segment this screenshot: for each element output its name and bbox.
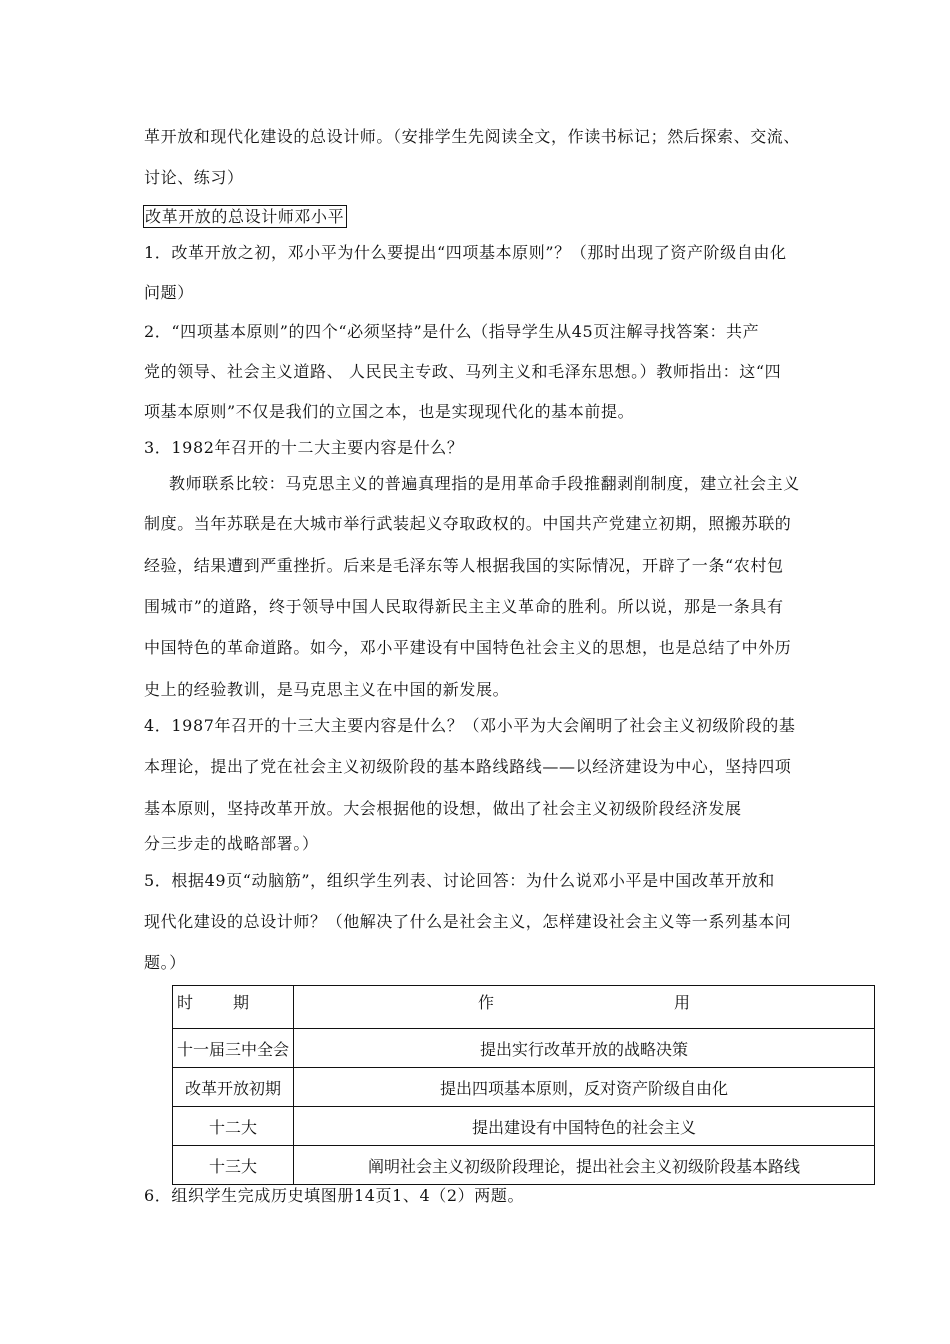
header-role xyxy=(294,986,875,1029)
cell-role: 提出实行改革开放的战略决策 xyxy=(294,1029,875,1068)
text-line: 革开放和现代化建设的总设计师。（安排学生先阅读全文，作读书标记；然后探索、交流、 xyxy=(144,127,801,146)
question-4: 4．1987年召开的十三大主要内容是什么？（邓小平为大会阐明了社会主义初级阶段的基 xyxy=(144,716,796,735)
table-row xyxy=(173,1107,875,1146)
text-line: 问题） xyxy=(144,283,194,302)
text-line: 分三步走的战略部署。） xyxy=(144,834,319,853)
paragraph-line: 中国特色的革命道路。如今，邓小平建设有中国特色社会主义的思想，也是总结了中外历 xyxy=(144,638,792,657)
table-row xyxy=(173,1146,875,1185)
paragraph-line: 制度。当年苏联是在大城市举行武装起义夺取政权的。中国共产党建立初期，照搬苏联的 xyxy=(144,514,792,533)
section-title: 改革开放的总设计师邓小平 xyxy=(143,205,347,228)
table-row xyxy=(173,1029,875,1068)
question-1: 1．改革开放之初，邓小平为什么要提出“四项基本原则”？（那时出现了资产阶级自由化 xyxy=(144,243,787,262)
header-role-label: 作用 xyxy=(478,993,871,1012)
text-line: 党的领导、社会主义道路、 人民民主专政、马列主义和毛泽东思想。）教师指出：这“四 xyxy=(144,362,782,381)
header-period xyxy=(173,986,294,1029)
cell-period: 十二大 xyxy=(173,1107,294,1146)
summary-table xyxy=(172,985,875,1185)
cell-role: 提出四项基本原则，反对资产阶级自由化 xyxy=(294,1068,875,1107)
paragraph-line: 史上的经验教训，是马克思主义在中国的新发展。 xyxy=(144,680,510,699)
header-period-label: 时期 xyxy=(177,993,290,1012)
paragraph-line: 经验，结果遭到严重挫折。后来是毛泽东等人根据我国的实际情况，开辟了一条“农村包 xyxy=(144,556,784,575)
text-line: 现代化建设的总设计师？（他解决了什么是社会主义，怎样建设社会主义等一系列基本问 xyxy=(144,912,792,931)
table-row xyxy=(173,1068,875,1107)
text-line: 讨论、练习） xyxy=(144,168,244,187)
paragraph-line: 教师联系比较：马克思主义的普遍真理指的是用革命手段推翻剥削制度，建立社会主义 xyxy=(169,474,800,493)
cell-role: 阐明社会主义初级阶段理论，提出社会主义初级阶段基本路线 xyxy=(294,1146,875,1185)
text-line: 基本原则，坚持改革开放。大会根据他的设想，做出了社会主义初级阶段经济发展 xyxy=(144,799,742,818)
cell-period: 十一届三中全会 xyxy=(173,1029,294,1068)
question-5: 5．根据49页“动脑筋”，组织学生列表、讨论回答：为什么说邓小平是中国改革开放和 xyxy=(144,871,775,890)
question-6: 6．组织学生完成历史填图册14页1、4（2）两题。 xyxy=(144,1186,525,1205)
cell-role: 提出建设有中国特色的社会主义 xyxy=(294,1107,875,1146)
paragraph-line: 围城市”的道路，终于领导中国人民取得新民主主义革命的胜利。所以说，那是一条具有 xyxy=(144,597,784,616)
table-header-row xyxy=(173,986,875,1029)
cell-period: 改革开放初期 xyxy=(173,1068,294,1107)
cell-period: 十三大 xyxy=(173,1146,294,1185)
text-line: 本理论，提出了党在社会主义初级阶段的基本路线路线——以经济建设为中心，坚持四项 xyxy=(144,757,792,776)
question-3: 3．1982年召开的十二大主要内容是什么？ xyxy=(144,438,464,457)
question-2: 2．“四项基本原则”的四个“必须坚持”是什么（指导学生从45页注解寻找答案：共产 xyxy=(144,322,760,341)
text-line: 题。） xyxy=(144,953,186,972)
text-line: 项基本原则”不仅是我们的立国之本，也是实现现代化的基本前提。 xyxy=(144,402,635,421)
